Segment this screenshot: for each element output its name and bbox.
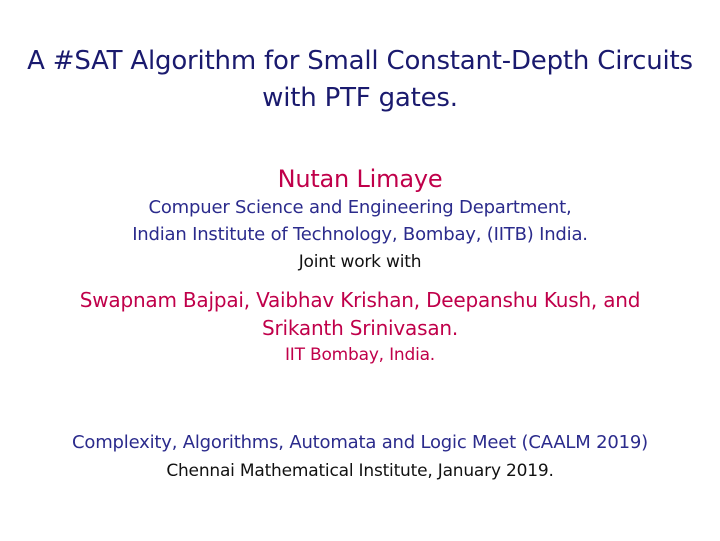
slide-title-line2: with PTF gates.: [262, 83, 458, 113]
author-affiliation-line2: Indian Institute of Technology, Bombay, (IITB) India.: [132, 224, 588, 245]
coauthors-line2: Srikanth Srinivasan.: [261, 316, 459, 340]
slide-title-line1: A #SAT Algorithm for Small Constant-Depth Circuits: [27, 46, 693, 76]
event-venue: Chennai Mathematical Institute, January 2019.: [166, 461, 554, 481]
coauthors-line1: Swapnam Bajpai, Vaibhav Krishan, Deepanshu Kush, and: [79, 288, 641, 312]
joint-work-label: Joint work with: [298, 252, 422, 272]
event-name: Complexity, Algorithms, Automata and Logic Meet (CAALM 2019): [72, 432, 648, 453]
author-affiliation-line1: Compuer Science and Engineering Department,: [148, 197, 572, 218]
author-name: Nutan Limaye: [277, 165, 443, 193]
coauthors-affiliation: IIT Bombay, India.: [284, 345, 436, 365]
